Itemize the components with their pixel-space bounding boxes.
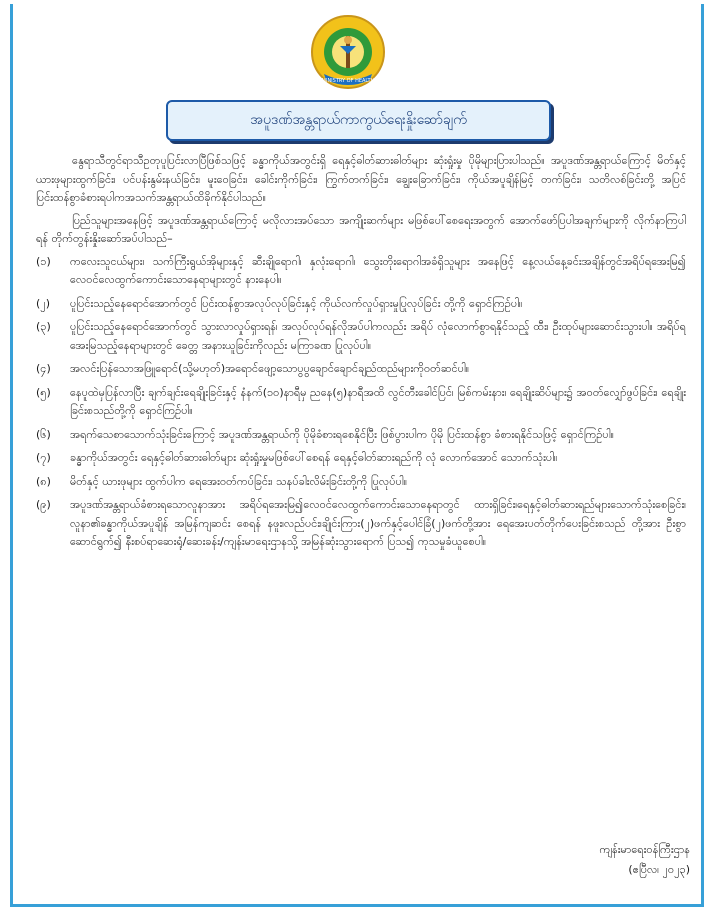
advice-number: (၉): [36, 498, 51, 511]
issue-date: (ဧပြီလ၊ ၂၀၂၃): [628, 863, 690, 876]
advice-number: (၅): [36, 385, 51, 399]
advice-item: [36, 318, 686, 355]
advice-text: ပူပြင်းသည့်နေရောင်အောက်တွင် ပြင်းထန်စွာအလုပ်လုပ်ခြင်းနှင့် ကိုယ်လက်လှုပ်ရှားမှုပြုလုပ်ခြင်း တို့ကို ရှောင်ကြဉ်ပါ။: [70, 296, 523, 310]
advice-text: ပူပြင်းသည့်နေရောင်အောက်တွင် သွားလာလှုပ်ရှားရန်၊ အလုပ်လုပ်ရန်လိုအပ်ပါကလည်း အရိပ် လုံလောက်စွာရနိုင်သည့် ထီး၊ ဦးထုပ်များဆောင်းသွားပါ။ အရိပ်ရအေးမြသည့်နေရာများတွင် ခေတ္တ အနားယူခြင်းကိုလည်း မကြာခဏ ပြုလုပ်ပါ။: [70, 320, 686, 352]
advice-number: (၄): [36, 362, 51, 375]
signature-block: [520, 840, 690, 880]
advice-item: [36, 449, 686, 468]
advice-text: နေပူထဲမှပြန်လာပြီး ချက်ချင်းရေချိုးခြင်းနှင့် နံနက်(၁၀)နာရီမှ ညနေ(၅)နာရီအထိ လွင်တီးခေါင်ပြင်၊ မြစ်ကမ်းနား၊ ရေချိုးဆိပ်များ၌ အဝတ်လျှော်ဖွပ်ခြင်း၊ ရေချိုးခြင်းစသည်တို့ကို ရှောင်ကြဉ်ပါ။: [70, 385, 686, 417]
issuing-ministry: ကျန်းမာရေးဝန်ကြီးဌာန: [599, 843, 690, 856]
intro-paragraph-2: ပြည်သူများအနေဖြင့် အပူဒဏ်အန္တရာယ်ကြောင့် မလိုလားအပ်သော အကျိုးဆက်များ မဖြစ်ပေါ်စေရေးအတွက် အောက်ဖော်ပြပါအချက်များကို လိုက်နာကြပါရန် တိုက်တွန်းနှိုးဆော်အပ်ပါသည်–: [36, 213, 686, 245]
notice-body: [36, 152, 686, 557]
advice-number: (၆): [36, 427, 51, 441]
advice-number: (၃): [36, 320, 51, 333]
logo-caption: MINISTRY OF HEALTH: [321, 78, 375, 84]
ministry-of-health-logo: [310, 14, 386, 90]
advice-text: အလင်းပြန်သောအဖြူရောင်(သို့မဟုတ်)အရောင်ဖျော့သောပွပွချောင်ချောင်ချည်ထည်များကိုဝတ်ဆင်ပါ။: [70, 362, 470, 375]
advice-item: [36, 384, 686, 421]
advice-text: ကလေးသူငယ်များ၊ သက်ကြီးရွယ်အိုများနှင့် ဆီးချိုရောဂါ၊ နှလုံးရောဂါ၊ သွေးတိုးရောဂါအခံရှိသူများ အနေဖြင့် နေ့လယ်နေ့ခင်းအချိန်တွင်အရိပ်ရအေးမြ၍ လေဝင်လေထွက်ကောင်းသောနေရာများတွင် နားနေပါ။: [70, 254, 686, 286]
advice-item: [36, 426, 686, 445]
advice-number: (၇): [36, 451, 51, 464]
advice-item: [36, 496, 686, 552]
notice-title: အပူဒဏ်အန္တရာယ်ကာကွယ်ရေးနှိုးဆော်ချက်: [250, 112, 467, 128]
advice-item: [36, 295, 686, 314]
advice-text: မိတ်နှင့် ယားဖုများ ထွက်ပါက ရေအေးဝတ်ကပ်ခြင်း၊ သနပ်ခါးလိမ်းခြင်းတို့ကို ပြုလုပ်ပါ။: [70, 474, 408, 488]
advice-item: [36, 253, 686, 290]
advice-item: [36, 473, 686, 492]
advice-number: (၈): [36, 474, 51, 488]
notice-title-box: [166, 100, 551, 141]
intro-paragraph-1: နွေရာသီတွင်ရာသီဥတုပူပြင်းလာပြီဖြစ်သဖြင့် ခန္ဓာကိုယ်အတွင်းရှိ ရေနှင့်ဓါတ်ဆားဓါတ်များ ဆုံးရှုံးမှု ပိုမိုများပြားပါသည်။ အပူဒဏ်အန္တရာယ်ကြောင့် မိတ်နှင့်ယားဖုများထွက်ခြင်း၊ ပင်ပန်းနွမ်းနယ်ခြင်း၊ မူးဝေခြင်း၊ ခေါင်းကိုက်ခြင်း၊ ကြွက်တက်ခြင်း၊ ချွေးခြောက်ခြင်း၊ ကိုယ်အပူချိန်မြင့် တက်ခြင်း၊ သတိလစ်ခြင်းတို့ အပြင် ပြင်းထန်စွာခံစားရပါကအသက်အန္တရာယ်ထိခိုက်နိုင်ပါသည်။: [36, 154, 686, 204]
advice-text: အရက်သေစာသောက်သုံးခြင်းကြောင့် အပူဒဏ်အန္တရာယ်ကို ပိုမိုခံစားရစေနိုင်ပြီး ဖြစ်ပွားပါက ပိုမို ပြင်းထန်စွာ ခံစားရနိုင်သဖြင့် ရှောင်ကြဉ်ပါ။: [70, 427, 614, 441]
advice-number: (၁): [36, 254, 51, 268]
advice-text: အပူဒဏ်အန္တရာယ်ခံစားရသောလူနာအား အရိပ်ရအေးမြ၍လေဝင်လေထွက်ကောင်းသောနေရာတွင် ထားရှိခြင်း၊ရေနှင့်ဓါတ်ဆားရည်များသောက်သုံးစေခြင်း၊ လူနာ၏ခန္ဓာကိုယ်အပူချိန် အမြန်ကျဆင်း စေရန် နဖူး၊လည်ပင်း၊ချိုင်းကြား(၂)ဖက်နှင့်ပေါင်ခြံ(၂)ဖက်တို့အား ရေအေးပတ်တိုက်ပေးခြင်းစသည် တို့အား ဦးစွာဆောင်ရွက်၍ နီးစပ်ရာဆေးရုံ/ဆေးခန်း/ကျန်းမာရေးဌာနသို့ အမြန်ဆုံးသွားရောက် ပြသ၍ ကုသမှုခံယူစေပါ။: [70, 498, 686, 548]
advice-item: [36, 360, 686, 379]
advice-text: ခန္ဓာကိုယ်အတွင်း ရေနှင့်ဓါတ်ဆားဓါတ်များ ဆုံးရှုံးမှုမဖြစ်ပေါ်စေရန် ရေနှင့်ဓါတ်ဆားရည်ကို လုံ လောက်အောင် သောက်သုံးပါ။: [70, 451, 558, 464]
advice-number: (၂): [36, 296, 50, 310]
